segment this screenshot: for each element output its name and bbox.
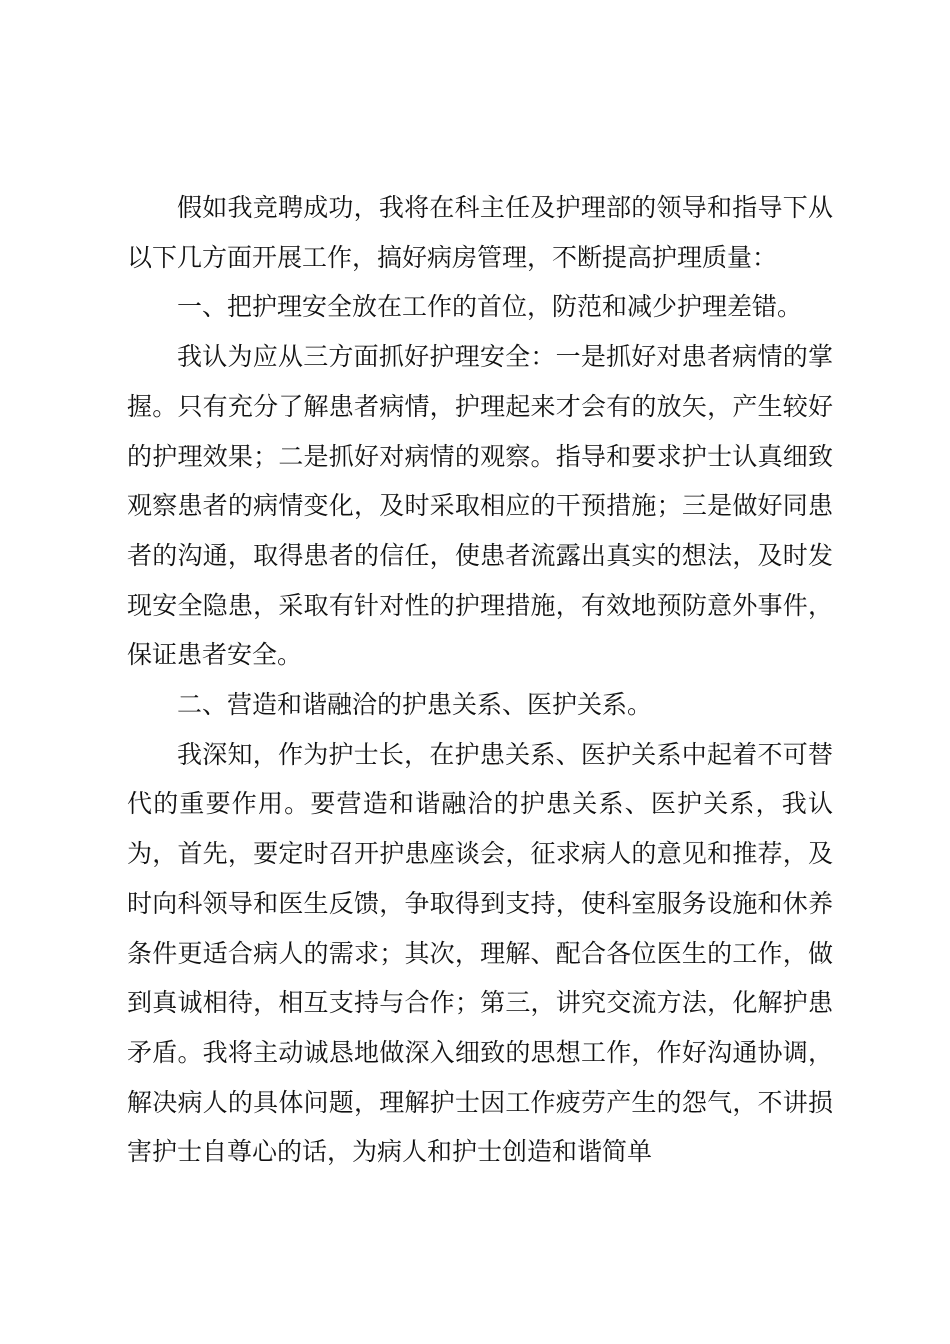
paragraph-nursing-safety: 我认为应从三方面抓好护理安全：一是抓好对患者病情的掌握。只有充分了解患者病情，护理起来才会有的放矢，产生较好的护理效果；二是抓好对病情的观察。指导和要求护士认真细致观察患者的病情变化，及时采取相应的干预措施；三是做好同患者的沟通，取得患者的信任，使患者流露出真实的想法，及时发现安全隐患，采取有针对性的护理措施，有效地预防意外事件，保证患者安全。 — [127, 342, 833, 670]
document-body — [127, 183, 833, 1177]
paragraph-intro: 假如我竞聘成功，我将在科主任及护理部的领导和指导下从以下几方面开展工作，搞好病房管理，不断提高护理质量： — [127, 193, 833, 272]
heading-section-1: 一、把护理安全放在工作的首位，防范和减少护理差错。 — [177, 292, 803, 322]
paragraph-relationships: 我深知，作为护士长，在护患关系、医护关系中起着不可替代的重要作用。要营造和谐融洽的护患关系、医护关系，我认为，首先，要定时召开护患座谈会，征求病人的意见和推荐，及时向科领导和医生反馈，争取得到支持，使科室服务设施和休养条件更适合病人的需求；其次，理解、配合各位医生的工作，做到真诚相待，相互支持与合作；第三，讲究交流方法，化解护患矛盾。我将主动诚恳地做深入细致的思想工作，作好沟通协调，解决病人的具体问题，理解护士因工作疲劳产生的怨气，不讲损害护士自尊心的话，为病人和护士创造和谐简单 — [127, 739, 833, 1167]
heading-section-2: 二、营造和谐融洽的护患关系、医护关系。 — [177, 690, 653, 720]
